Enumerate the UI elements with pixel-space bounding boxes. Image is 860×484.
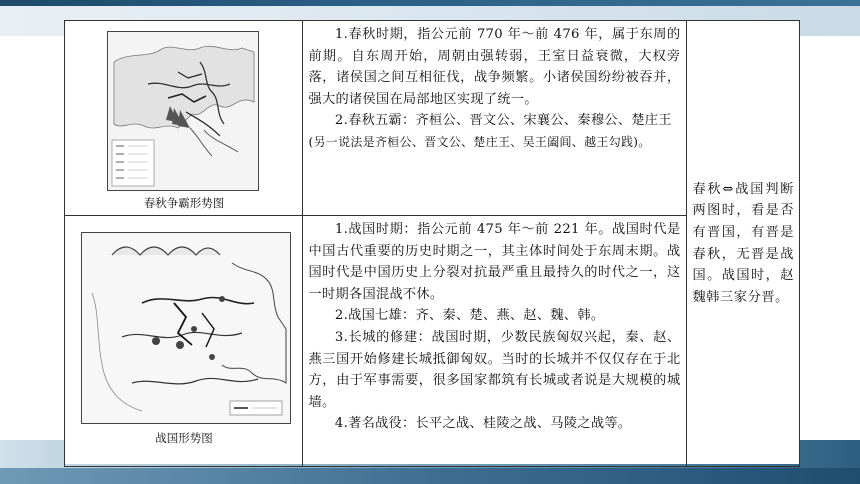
map-illustration bbox=[108, 32, 258, 190]
paragraph-five-hegemons: 2.春秋五霸：齐桓公、晋文公、宋襄公、秦穆公、楚庄王 bbox=[334, 113, 672, 129]
paragraph-famous-battles: 4.著名战役：长平之战、桂陵之战、马陵之战等。 bbox=[334, 416, 632, 432]
paragraph-seven-powers: 2.战国七雄：齐、秦、楚、燕、赵、魏、韩。 bbox=[334, 308, 605, 324]
paragraph-warring-states-period: 1.战国时期：指公元前 475 年～前 221 年。战国时代是中国古代重要的历史时期之一，其主体时间处于东周末期。战国时代是中国历史上分裂对抗最严重且最持久的时代之一，这一时期各国混战不休。 bbox=[308, 222, 681, 302]
side-note-text: 春秋⇔战国判断两图时，看是否有晋国，有晋是春秋，无晋是战国。战国时，赵魏韩三家分晋。 bbox=[692, 181, 794, 305]
spring-autumn-map-image bbox=[107, 31, 259, 191]
map-cell-warring-states bbox=[65, 216, 303, 467]
map-illustration bbox=[82, 233, 290, 423]
paragraph-spring-autumn-period: 1.春秋时期，指公元前 770 年～前 476 年，属于东周的前期。自东周开始，周朝由强转弱，王室日益衰微，大权旁落，诸侯国之间互相征伐，战争频繁。小诸侯国纷纷被吞并，强大的诸侯国在局部地区实现了统一。 bbox=[308, 27, 681, 107]
text-cell-spring-autumn bbox=[302, 21, 687, 216]
paragraph-alternative-view: (另一说法是齐桓公、晋文公、楚庄王、吴王阖闾、越王勾践)。 bbox=[308, 134, 651, 149]
paragraph-great-wall: 3.长城的修建：战国时期，少数民族匈奴兴起，秦、赵、燕三国开始修建长城抵御匈奴。当时的长城并不仅仅存在于北方，由于军事需要，很多国家都筑有长城或者说是大规模的城墙。 bbox=[308, 329, 681, 410]
history-table-document bbox=[64, 20, 800, 464]
comparison-table bbox=[64, 20, 800, 467]
text-cell-warring-states bbox=[302, 216, 687, 467]
warring-states-map-caption: 战国形势图 bbox=[155, 431, 213, 445]
side-note-cell bbox=[687, 21, 800, 467]
bottom-banner-shade bbox=[0, 468, 860, 484]
spring-autumn-map-caption: 春秋争霸形势图 bbox=[143, 196, 225, 210]
map-cell-spring-autumn bbox=[65, 21, 303, 216]
warring-states-map-image bbox=[81, 232, 291, 424]
table-row-spring-autumn bbox=[65, 21, 800, 216]
